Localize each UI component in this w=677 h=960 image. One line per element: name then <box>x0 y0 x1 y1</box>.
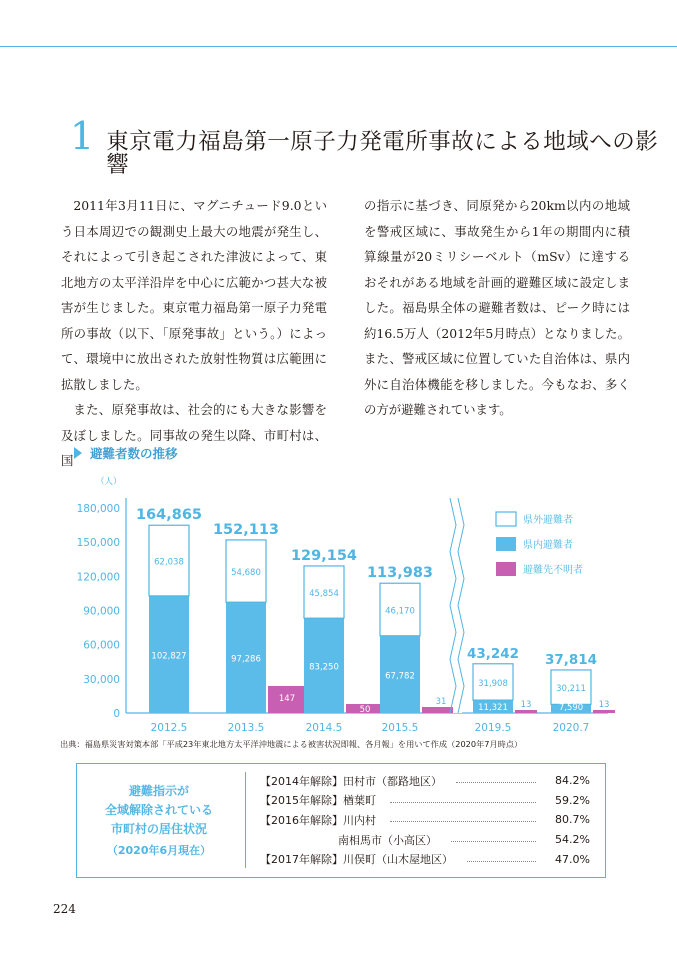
leader-dots <box>390 821 536 822</box>
bar-value-label: 31,908 <box>478 678 508 689</box>
paragraph: また、原発事故は、社会的にも大きな影響を及ぼしました。同事故の発生以降、市町村は、国 <box>61 402 327 468</box>
x-tick-label: 2019.5 <box>474 722 512 734</box>
bar-total-label: 37,814 <box>544 651 598 668</box>
status-row <box>260 791 590 811</box>
legend-swatch <box>496 562 516 576</box>
top-rule <box>0 46 677 47</box>
leader-dots <box>451 841 536 842</box>
section-label-text: 避難者数の推移 <box>90 446 178 461</box>
bar-value-label: 31 <box>435 697 447 707</box>
bar-value-label: 67,782 <box>385 671 415 682</box>
y-tick-label: 0 <box>113 708 120 720</box>
bar-value-label: 45,854 <box>309 589 339 600</box>
source-note: 出典：福島県災害対策本部「平成23年東北地方太平洋沖地震による被害状況即報、各月報」を用いて作成（2020年7月時点） <box>60 739 523 749</box>
body-column-right <box>364 193 630 423</box>
x-tick-label: 2014.5 <box>305 722 343 734</box>
paragraph: の指示に基づき、同原発から20km以内の地域を警戒区域に、事故発生から1年の期間内に積算線量が20ミリシーベルト（mSv）に達するおそれがある地域を計画的避難区域に設定しました。福島県全体の避難者数は、ピーク時には約16.5万人（2012年5月時点）となりました。また、警戒区域に位置していた自治体は、県内外に自治体機能を移しました。今もなお、多くの方が避難されています。 <box>364 198 630 417</box>
bar-value-label: 97,286 <box>231 654 261 665</box>
y-tick-label: 30,000 <box>83 673 120 686</box>
y-tick-label: 90,000 <box>83 605 120 618</box>
status-row-value: 54.2% <box>555 833 590 847</box>
status-row-label: 【2016年解除】川内村 <box>260 813 376 827</box>
x-tick-label: 2015.5 <box>381 722 419 734</box>
paragraph: 2011年3月11日に、マグニチュード9.0という日本周辺での観測史上最大の地震が発生し、それによって引き起こされた津波によって、東北地方の太平洋沿岸を中心に広範かつ甚大な被害が生じました。東京電力福島第一原子力発電所の事故（以下、「原発事故」という。）によって、環境中に放出された放射性物質は広範囲に拡散しました。 <box>61 198 327 392</box>
status-row-value: 59.2% <box>555 793 590 807</box>
heading-number: 1 <box>70 114 95 158</box>
x-tick-label: 2012.5 <box>150 722 188 734</box>
status-title-line: 市町村の居住状況 <box>110 821 207 836</box>
y-tick-label: 120,000 <box>76 571 120 584</box>
bar-value-label: 54,680 <box>231 568 261 579</box>
bar-value-label: 83,250 <box>309 662 339 673</box>
bar-total-label: 129,154 <box>290 547 358 564</box>
status-rows <box>260 771 590 869</box>
evacuee-chart <box>60 470 620 735</box>
bar-unknown-destination <box>593 710 615 713</box>
status-row <box>260 771 590 791</box>
body-column-left <box>61 193 327 474</box>
bar-value-label: 13 <box>598 700 610 710</box>
page-heading <box>70 114 677 178</box>
leader-dots <box>390 802 536 803</box>
bar-value-label: 62,038 <box>154 557 184 568</box>
status-date: （2020年6月現在） <box>106 843 212 857</box>
status-row-label: 【2017年解除】川俣町（山木屋地区） <box>260 853 453 867</box>
bar-total-label: 113,983 <box>366 565 434 582</box>
bar-value-label: 13 <box>520 700 532 710</box>
y-tick-label: 60,000 <box>83 639 120 652</box>
bar-unknown-destination <box>515 710 537 713</box>
status-row-value: 84.2% <box>555 774 590 788</box>
legend-label: 県内避難者 <box>523 540 573 551</box>
x-tick-label: 2020.7 <box>552 722 590 734</box>
status-title-line: 避難指示が <box>128 783 189 798</box>
bar-value-label: 11,321 <box>478 703 508 713</box>
status-box-title <box>77 764 241 877</box>
page-number: 224 <box>53 902 76 916</box>
status-row-label: 南相馬市（小高区） <box>338 833 437 847</box>
y-tick-label: 150,000 <box>76 537 120 550</box>
triangle-bullet-icon <box>74 447 82 459</box>
bar-value-label: 102,827 <box>151 651 187 662</box>
status-row-label: 【2014年解除】田村市（都路地区） <box>260 774 442 788</box>
status-row <box>260 830 590 850</box>
residency-status-box <box>76 763 606 878</box>
legend-label: 県外避難者 <box>523 515 573 526</box>
status-title-line: 全域解除されている <box>104 802 213 817</box>
bar-value-label: 7,590 <box>558 703 584 713</box>
status-row <box>260 849 590 869</box>
leader-dots <box>467 861 536 862</box>
chart-section-label <box>74 444 178 462</box>
legend-swatch <box>496 537 516 551</box>
y-unit-label: （人） <box>96 477 122 487</box>
x-tick-label: 2013.5 <box>227 722 265 734</box>
bar-total-label: 43,242 <box>466 645 520 662</box>
legend-swatch <box>496 512 516 526</box>
status-row <box>260 810 590 830</box>
divider <box>245 772 246 868</box>
status-row-value: 47.0% <box>555 852 590 866</box>
y-tick-label: 180,000 <box>76 503 120 515</box>
status-row-value: 80.7% <box>555 813 590 827</box>
bar-value-label: 147 <box>278 694 296 704</box>
legend-label: 避難先不明者 <box>523 565 583 576</box>
bar-value-label: 30,211 <box>556 684 586 695</box>
heading-text: 東京電力福島第一原子力発電所事故による地域への影響 <box>106 129 659 178</box>
leader-dots <box>456 782 536 783</box>
bar-total-label: 152,113 <box>212 521 280 538</box>
bar-total-label: 164,865 <box>135 507 203 524</box>
bar-value-label: 46,170 <box>385 606 415 617</box>
bar-value-label: 50 <box>359 705 371 715</box>
status-row-label: 【2015年解除】楢葉町 <box>260 794 376 808</box>
